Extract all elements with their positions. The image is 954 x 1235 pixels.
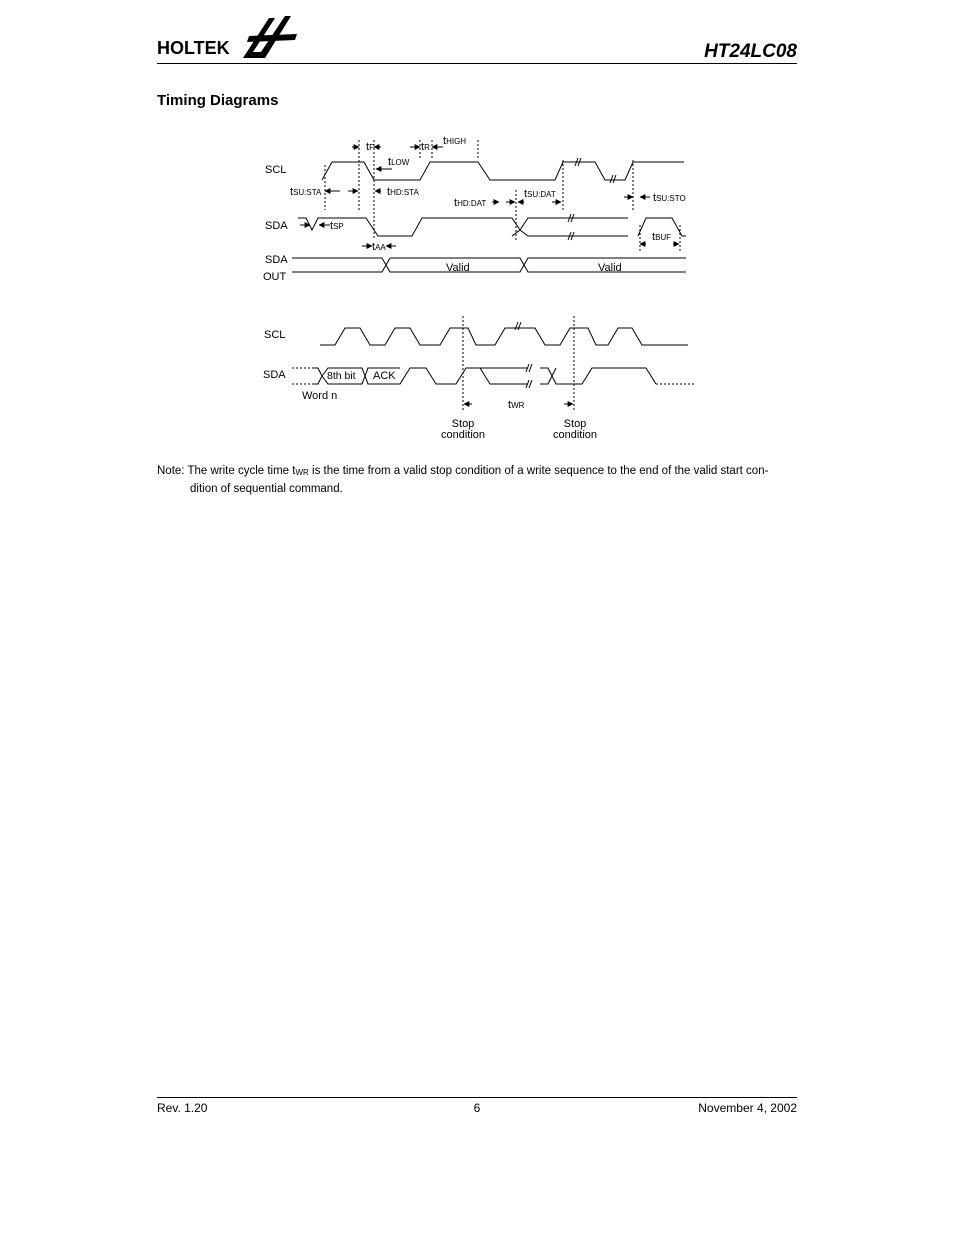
stop-2-line1: Stop [563,418,587,430]
label-8th-bit: 8th bit [327,370,356,382]
sda-in-waveform-high [298,218,628,236]
note-paragraph [157,463,807,498]
timing-diagrams [0,0,954,460]
break-marks-1 [568,158,616,240]
sda2-end [540,368,656,384]
scl-waveform-2 [320,328,688,345]
label-scl-1: SCL [265,164,287,176]
sda-out-bottom [292,258,390,272]
brand-text: HOLTEK [157,38,230,58]
param-tf: tF [366,141,374,153]
footer-divider [157,1097,797,1098]
footer-date: November 4, 2002 [698,1101,797,1115]
param-tsu-dat: tSU:DAT [524,188,556,200]
note-sub: WR [295,468,309,477]
footer-page-number: 6 [473,1101,481,1115]
label-sda-out-2: OUT [263,271,287,283]
param-thigh: tHIGH [443,135,467,147]
note-prefix: Note: The write cycle time t [157,465,296,477]
label-sda-out-1: SDA [265,254,288,266]
param-tsu-sto: tSU:STO [653,192,686,204]
label-ack: ACK [373,370,396,382]
param-thd-dat: tHD:DAT [454,197,487,209]
break-marks-2 [515,322,532,388]
valid-label-1: Valid [446,262,470,274]
stop-1-line2: condition [440,429,486,441]
label-word-n: Word n [302,390,338,402]
sda2-end-b [540,368,556,384]
label-scl-2: SCL [264,329,286,341]
param-tbuf: tBUF [652,231,672,243]
sda2-top [312,368,322,384]
sda-out-valid-2 [390,258,686,272]
sda-out-valid-1 [390,258,686,272]
scl-waveform-1 [322,162,684,180]
param-taa: tAA [372,241,386,253]
label-sda-in: SDA [265,220,288,232]
param-tr: tR [421,141,430,153]
param-tlow: tLOW [388,156,410,168]
part-number: HT24LC08 [704,41,797,62]
param-twr: tWR [508,399,525,411]
param-tsu-sta: tSU:STA [290,186,322,198]
note-line2: dition of sequential command. [190,483,343,495]
footer-revision: Rev. 1.20 [157,1101,208,1115]
valid-label-2: Valid [598,262,622,274]
stop-1-line1: Stop [451,418,475,430]
section-title: Timing Diagrams [157,92,279,109]
note-line1-rest: is the time from a valid stop condition of a write sequence to the end of the valid start con- [308,465,769,477]
label-sda-2: SDA [263,369,286,381]
param-thd-sta: tHD:STA [387,186,419,198]
stop-2-line2: condition [552,429,598,441]
sda-out-top [292,258,394,272]
param-tsp: tSP [330,220,344,232]
